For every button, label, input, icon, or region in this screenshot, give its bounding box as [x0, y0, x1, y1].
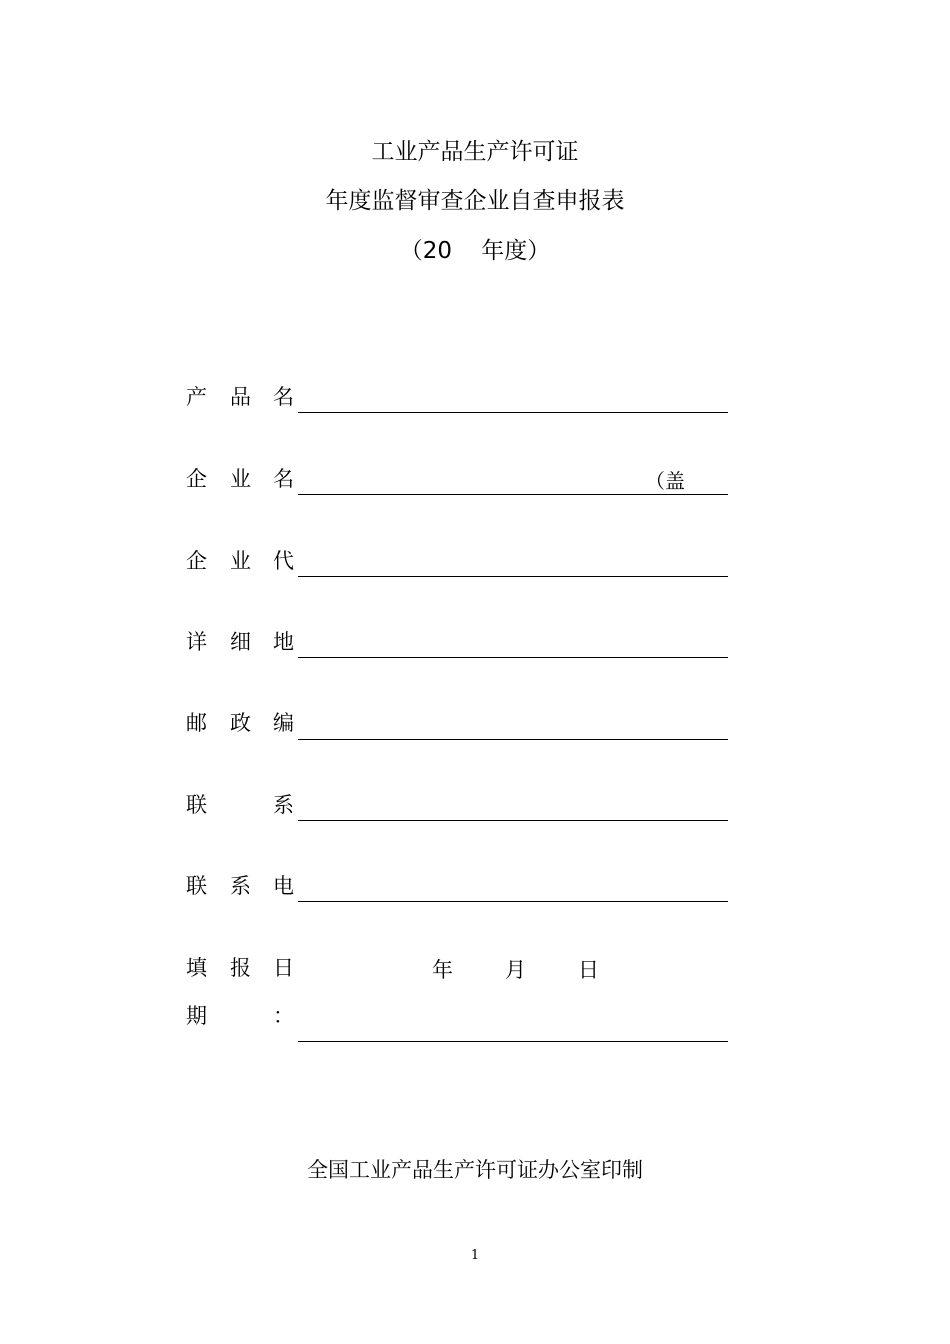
label-char: 系 — [230, 874, 251, 898]
document-title: 工业产品生产许可证 — [371, 139, 579, 165]
label-char: 报 — [230, 956, 251, 980]
label-char: 业 — [230, 549, 251, 573]
label-char: 邮 — [186, 711, 207, 735]
company-code-field[interactable] — [298, 576, 728, 577]
label-char: 代 — [273, 549, 294, 573]
label-char: 产 — [186, 385, 207, 409]
label-char: 联 — [186, 874, 207, 898]
phone-field[interactable] — [298, 901, 728, 902]
label-char: 系 — [273, 793, 294, 817]
seal-note: （盖 — [645, 469, 685, 493]
document-year: （20 年度） — [399, 238, 551, 264]
label-char: 细 — [230, 630, 251, 654]
label-char: 联 — [186, 793, 207, 817]
label-char: 填 — [186, 956, 207, 980]
label-char: 地 — [273, 630, 294, 654]
label-char: 详 — [186, 630, 207, 654]
date-month-label: 月 — [505, 958, 526, 982]
label-char: 品 — [230, 385, 251, 409]
issuing-organization: 全国工业产品生产许可证办公室印制 — [307, 1158, 643, 1182]
contact-field[interactable] — [298, 820, 728, 821]
fill-date-field[interactable] — [298, 1041, 728, 1042]
date-day-label: 日 — [578, 958, 599, 982]
label-char: 日 — [273, 956, 294, 980]
page-number: 1 — [470, 1248, 480, 1263]
label-char: 编 — [273, 711, 294, 735]
document-subtitle: 年度监督审查企业自查申报表 — [325, 188, 625, 214]
label-char: 业 — [230, 467, 251, 491]
label-char: ： — [273, 1004, 294, 1028]
company-name-field[interactable] — [298, 494, 728, 495]
product-name-field[interactable] — [298, 412, 728, 413]
date-year-label: 年 — [432, 958, 453, 982]
label-char: 企 — [186, 549, 207, 573]
postal-code-field[interactable] — [298, 739, 728, 740]
label-char: 期 — [186, 1004, 207, 1028]
label-char: 名 — [273, 385, 294, 409]
label-char: 企 — [186, 467, 207, 491]
address-field[interactable] — [298, 657, 728, 658]
label-char: 电 — [273, 874, 294, 898]
label-char: 政 — [230, 711, 251, 735]
label-char: 名 — [273, 467, 294, 491]
